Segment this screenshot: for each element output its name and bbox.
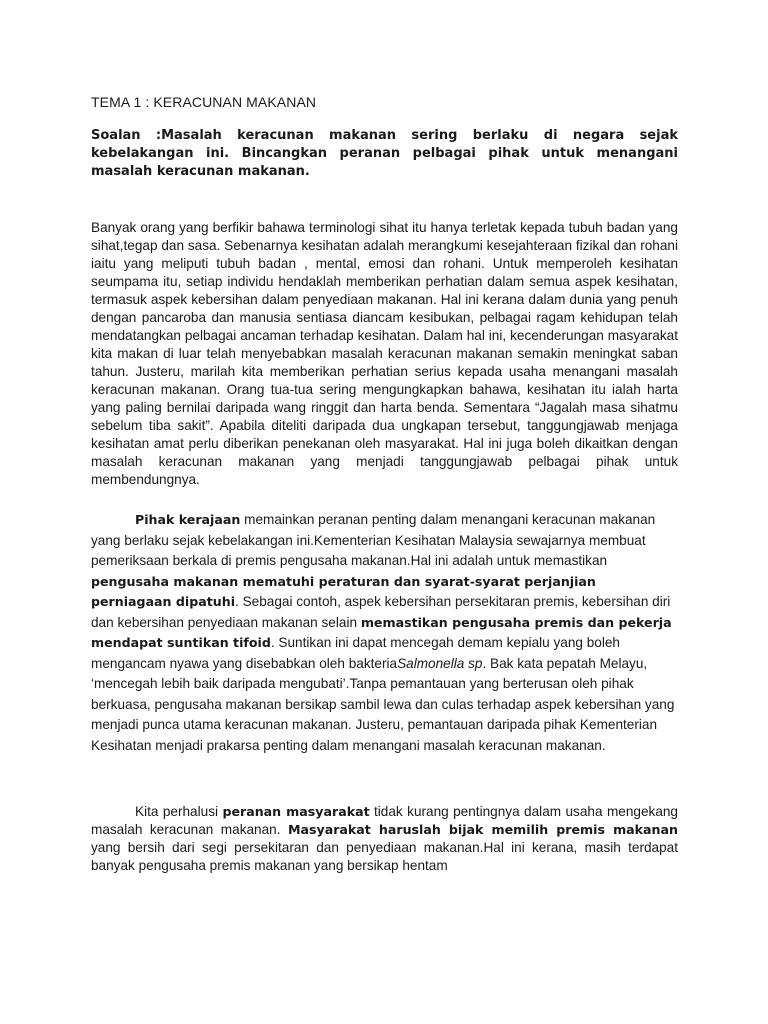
paragraph-text: tidak kurang pentingnya dalam usaha mengekang masalah keracunan makanan. (91, 804, 678, 837)
paragraph-text: yang bersih dari segi persekitaran dan penyediaan makanan.Hal ini kerana, masih terdapat banyak pengusaha premis makanan yang bersikap hentam (91, 840, 678, 873)
essay-question: Soalan :Masalah keracunan makanan sering berlaku di negara sejak kebelakangan ini. Bincangkan peranan pelbagai pihak untuk menangani masalah keracunan makanan. (91, 128, 678, 179)
document-page (91, 93, 678, 875)
document-title: TEMA 1 : KERACUNAN MAKANAN (91, 94, 317, 110)
bold-phrase: pengusaha makanan mematuhi peraturan dan syarat-syarat perjanjian perniagaan dipatuhi (91, 573, 596, 609)
paragraph-text: . Suntikan ini dapat mencegah demam kepialu yang boleh mengancam nyawa yang disebabkan oleh bakteria (91, 635, 620, 671)
paragraph-text: . Bak kata pepatah Melayu, ‘mencegah lebih baik daripada mengubati’.Tanpa pemantauan yang berterusan oleh pihak berkuasa, pengusaha makanan bersikap sambil lewa dan culas terhadap aspek kebersihan yang menjadi punca utama keracunan makanan. Justeru, pemantauan daripada pihak Kementerian Kesihatan menjadi prakarsa penting dalam menangani masalah keracunan makanan. (91, 655, 675, 753)
bold-phrase: peranan masyarakat (222, 804, 370, 819)
paragraph-text: . Sebagai contoh, aspek kebersihan persekitaran premis, kebersihan diri dan kebersihan penyediaan makanan selain (91, 594, 671, 630)
community-role-paragraph (91, 803, 678, 875)
paragraph-text: memainkan peranan penting dalam menangani keracunan makanan yang berlaku sejak kebelakangan ini.Kementerian Kesihatan Malaysia sewajarnya membuat pemeriksaan berkala di premis pengusaha makanan.Hal ini adalah untuk memastikan (91, 512, 656, 568)
bold-phrase: memastikan pengusaha premis dan pekerja mendapat suntikan tifoid (91, 614, 672, 650)
government-role-paragraph (91, 510, 678, 756)
bold-phrase: Pihak kerajaan (135, 512, 241, 527)
paragraph-text: Kita perhalusi (135, 804, 223, 819)
bold-phrase: Masyarakat haruslah bijak memilih premis makanan (287, 822, 678, 837)
italic-species-name: Salmonella sp (397, 655, 483, 671)
introduction-paragraph: Banyak orang yang berfikir bahawa terminologi sihat itu hanya terletak kepada tubuh badan yang sihat,tegap dan sasa. Sebenarnya kesihatan adalah merangkumi kesejahteraan fizikal dan rohani iaitu yang meliputi tubuh badan , mental, emosi dan rohani. Untuk memperoleh kesihatan seumpama itu, setiap individu hendaklah memberikan perhatian dalam semua aspek kesihatan, termasuk aspek kebersihan dalam penyediaan makanan. Hal ini kerana dalam dunia yang penuh dengan pancaroba dan manusia sentiasa diancam kesibukan, pelbagai ragam kehidupan telah mendatangkan pelbagai ancaman terhadap kesihatan. Dalam hal ini, kecenderungan masyarakat kita makan di luar telah menyebabkan masalah keracunan makanan semakin meningkat saban tahun. Justeru, marilah kita memberikan perhatian serius kepada usaha menangani masalah keracunan makanan. Orang tua-tua sering mengungkapkan bahawa, kesihatan itu ialah harta yang paling bernilai daripada wang ringgit dan harta benda. Sementara “Jagalah masa sihatmu sebelum tiba sakit”. Apabila diteliti daripada dua ungkapan tersebut, tanggungjawab menjaga kesihatan amat perlu diberikan penekanan oleh masyarakat. Hal ini juga boleh dikaitkan dengan masalah keracunan makanan yang menjadi tanggungjawab pelbagai pihak untuk membendungnya. (91, 220, 678, 487)
